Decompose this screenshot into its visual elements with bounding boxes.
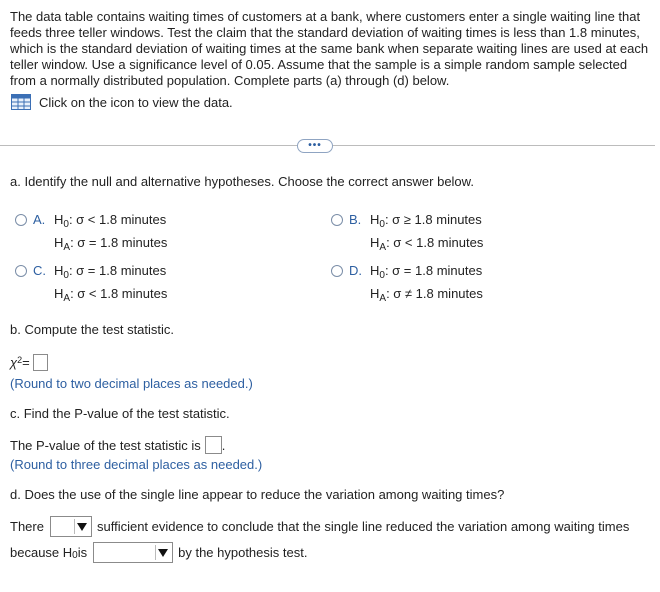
option-c-alt: $H_A$: σ < 1.8 minutes	[54, 286, 168, 304]
hypothesis-test-text: by the hypothesis test.	[178, 545, 308, 560]
because-sub: 0	[72, 550, 78, 561]
option-a-radio[interactable]	[15, 214, 27, 226]
option-c-null: $H_0$: σ = 1.8 minutes	[54, 263, 167, 281]
p-value-row	[10, 436, 225, 454]
reject-dropdown[interactable]	[93, 542, 173, 563]
option-b-null: $H_0$: σ ≥ 1.8 minutes	[370, 212, 482, 230]
ellipsis-icon: •••	[308, 140, 322, 151]
there-label: There	[10, 519, 44, 534]
data-table-icon[interactable]	[11, 94, 31, 110]
evidence-dropdown[interactable]	[50, 516, 92, 537]
is-label: is	[77, 545, 88, 560]
p-value-sentence: The P-value of the test statistic is	[10, 437, 201, 453]
option-d[interactable]	[331, 263, 483, 306]
option-a-alt: $H_A$: σ = 1.8 minutes	[54, 235, 168, 253]
part-a-prompt: a. Identify the null and alternative hypotheses. Choose the correct answer below.	[10, 174, 474, 189]
option-b-radio[interactable]	[331, 214, 343, 226]
chevron-down-icon	[77, 523, 87, 531]
view-data-link[interactable]	[11, 94, 233, 110]
view-data-label[interactable]: Click on the icon to view the data.	[39, 94, 233, 110]
conclusion-row-1	[10, 516, 629, 537]
chevron-down-icon	[158, 549, 168, 557]
round-note-c: (Round to three decimal places as needed.)	[10, 457, 263, 472]
chi-square-row	[10, 354, 48, 371]
option-c-radio[interactable]	[15, 265, 27, 277]
expand-button[interactable]	[297, 139, 333, 153]
problem-statement: The data table contains waiting times of customers at a bank, where customers enter a single waiting line that feeds three teller windows. Test the claim that the standard deviation of waiting times is less than 1.8 minutes, which is the standard deviation of waiting times at the same bank when separate waiting lines are used at each teller window. Use a significance level of 0.05. Assume that the sample is a simple random sample selected from a normally distributed population. Complete parts (a) through (d) below.	[10, 9, 649, 88]
option-a-null: $H_0$: σ < 1.8 minutes	[54, 212, 167, 230]
chi-equals: =	[22, 355, 30, 370]
part-c-prompt: c. Find the P-value of the test statistic.	[10, 406, 230, 421]
option-d-letter: D.	[349, 263, 362, 278]
conclusion-text: sufficient evidence to conclude that the single line reduced the variation among waiting times	[96, 519, 630, 534]
conclusion-row-2	[10, 542, 307, 563]
option-a[interactable]	[15, 212, 167, 255]
p-value-period: .	[221, 437, 226, 453]
option-d-null: $H_0$: σ = 1.8 minutes	[370, 263, 483, 281]
option-d-alt: $H_A$: σ ≠ 1.8 minutes	[370, 286, 483, 304]
p-value-input[interactable]	[205, 436, 222, 454]
round-note-b: (Round to two decimal places as needed.)	[10, 376, 253, 391]
option-a-letter: A.	[33, 212, 46, 227]
test-statistic-input[interactable]	[33, 354, 48, 371]
part-d-prompt: d. Does the use of the single line appear to reduce the variation among waiting times?	[10, 487, 505, 502]
option-b-letter: B.	[349, 212, 362, 227]
chi-power: 2	[17, 354, 23, 365]
because-label: because H	[10, 545, 73, 560]
option-d-radio[interactable]	[331, 265, 343, 277]
option-b[interactable]	[331, 212, 483, 255]
option-c[interactable]	[15, 263, 167, 306]
option-c-letter: C.	[33, 263, 46, 278]
option-b-alt: $H_A$: σ < 1.8 minutes	[370, 235, 484, 253]
part-b-prompt: b. Compute the test statistic.	[10, 322, 175, 337]
chi-symbol: χ	[10, 355, 18, 370]
